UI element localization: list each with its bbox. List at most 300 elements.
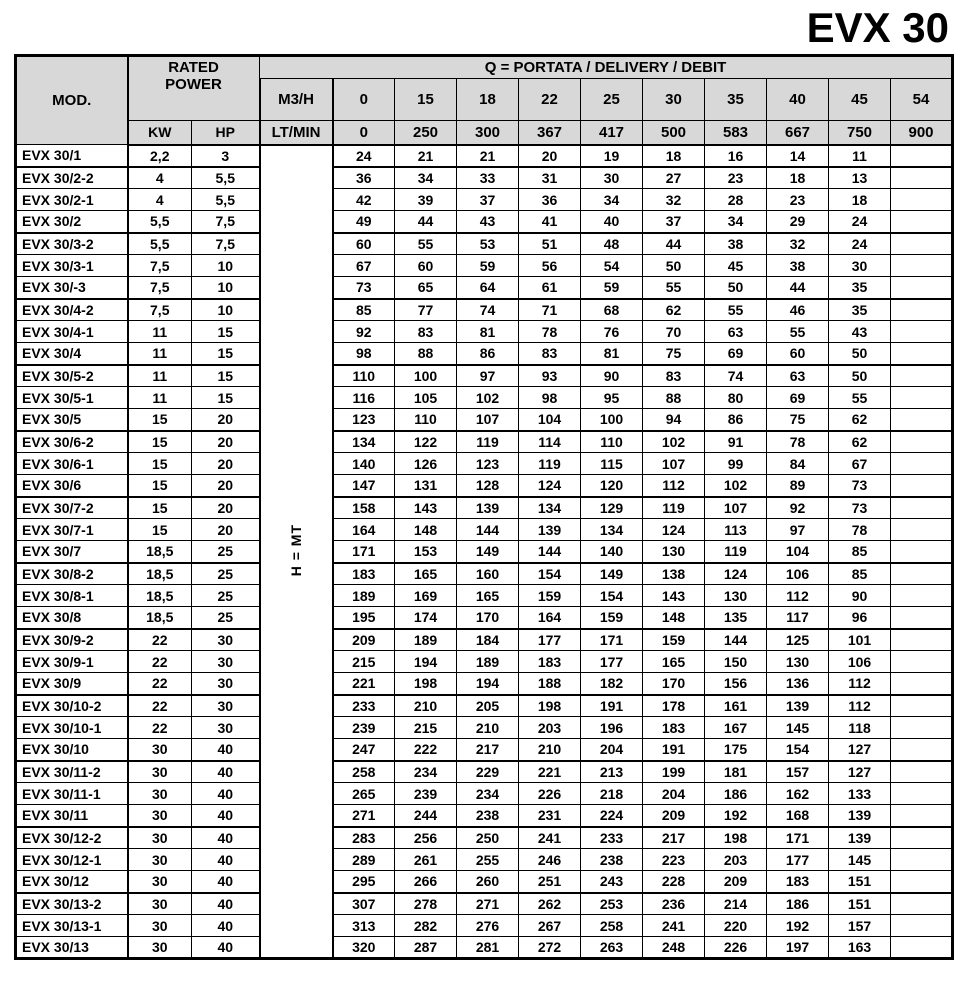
head-value-cell: 114 [519,431,581,453]
head-value-cell: 78 [829,519,891,541]
head-value-cell: 140 [333,453,395,475]
head-value-cell: 86 [457,343,519,365]
hp-value-cell: 10 [192,255,260,277]
kw-value-cell: 15 [128,497,192,519]
head-value-cell: 20 [519,145,581,167]
head-value-cell: 158 [333,497,395,519]
head-value-cell: 162 [767,783,829,805]
head-value-cell: 45 [705,255,767,277]
head-value-cell: 35 [829,299,891,321]
head-value-cell: 148 [643,607,705,629]
head-value-cell: 239 [333,717,395,739]
head-value-cell: 256 [395,827,457,849]
head-value-cell: 21 [395,145,457,167]
head-value-cell: 124 [643,519,705,541]
head-value-cell: 78 [519,321,581,343]
kw-value-cell: 22 [128,717,192,739]
head-value-cell: 139 [519,519,581,541]
head-value-cell: 205 [457,695,519,717]
head-value-cell: 71 [519,299,581,321]
head-value-cell: 70 [643,321,705,343]
head-value-cell: 74 [705,365,767,387]
hp-value-cell: 20 [192,431,260,453]
hp-value-cell: 20 [192,453,260,475]
head-value-cell: 96 [829,607,891,629]
head-value-cell: 75 [767,409,829,431]
head-value-cell: 255 [457,849,519,871]
table-row [16,893,953,915]
head-value-cell: 154 [767,739,829,761]
head-value-cell: 67 [333,255,395,277]
hp-value-cell: 15 [192,343,260,365]
head-value-cell: 265 [333,783,395,805]
head-value-cell: 24 [829,211,891,233]
table-row [16,167,953,189]
model-cell: EVX 30/13-1 [16,915,128,937]
head-value-cell: 160 [457,563,519,585]
head-value-cell: 131 [395,475,457,497]
head-value-cell: 64 [457,277,519,299]
head-value-cell: 77 [395,299,457,321]
head-value-cell: 112 [829,695,891,717]
head-value-cell [891,431,953,453]
model-cell: EVX 30/4-1 [16,321,128,343]
head-value-cell: 183 [643,717,705,739]
kw-value-cell: 11 [128,387,192,409]
head-value-cell: 231 [519,805,581,827]
head-value-cell: 197 [767,937,829,959]
head-value-cell: 262 [519,893,581,915]
head-value-cell: 248 [643,937,705,959]
head-value-cell: 234 [395,761,457,783]
head-value-cell: 134 [581,519,643,541]
head-value-cell: 129 [581,497,643,519]
head-value-cell: 247 [333,739,395,761]
head-value-cell: 221 [333,673,395,695]
header-row-ltmin [16,121,953,145]
head-value-cell: 239 [395,783,457,805]
head-value-cell [891,937,953,959]
head-value-cell: 36 [519,189,581,211]
kw-value-cell: 4 [128,189,192,211]
table-row [16,519,953,541]
head-value-cell: 170 [457,607,519,629]
model-cell: EVX 30/9-1 [16,651,128,673]
head-value-cell: 241 [643,915,705,937]
model-cell: EVX 30/1 [16,145,128,167]
head-value-cell: 195 [333,607,395,629]
head-value-cell: 164 [333,519,395,541]
head-value-cell: 61 [519,277,581,299]
model-cell: EVX 30/7 [16,541,128,563]
table-row [16,761,953,783]
kw-value-cell: 5,5 [128,233,192,255]
head-value-cell: 282 [395,915,457,937]
head-value-cell: 32 [767,233,829,255]
head-value-cell: 192 [705,805,767,827]
head-value-cell: 32 [643,189,705,211]
head-value-cell: 35 [829,277,891,299]
head-value-cell: 124 [519,475,581,497]
head-value-cell: 99 [705,453,767,475]
head-value-cell [891,629,953,651]
head-value-cell: 171 [581,629,643,651]
table-row [16,233,953,255]
head-value-cell: 81 [457,321,519,343]
table-row [16,277,953,299]
hp-value-cell: 30 [192,717,260,739]
head-value-cell [891,893,953,915]
head-value-cell: 14 [767,145,829,167]
head-value-cell: 188 [519,673,581,695]
head-value-cell: 29 [767,211,829,233]
head-value-cell: 116 [333,387,395,409]
head-value-cell: 127 [829,761,891,783]
head-value-cell: 34 [395,167,457,189]
head-value-cell: 218 [581,783,643,805]
head-value-cell: 110 [333,365,395,387]
table-row [16,475,953,497]
head-value-cell: 95 [581,387,643,409]
head-value-cell: 105 [395,387,457,409]
head-value-cell: 307 [333,893,395,915]
head-value-cell [891,321,953,343]
head-value-cell: 171 [767,827,829,849]
head-value-cell: 221 [519,761,581,783]
head-value-cell: 271 [333,805,395,827]
hp-value-cell: 40 [192,761,260,783]
head-value-cell: 118 [829,717,891,739]
head-value-cell: 236 [643,893,705,915]
head-value-cell [891,717,953,739]
kw-value-cell: 30 [128,893,192,915]
head-value-cell: 139 [829,805,891,827]
kw-value-cell: 30 [128,849,192,871]
kw-value-cell: 7,5 [128,299,192,321]
model-cell: EVX 30/8-1 [16,585,128,607]
head-value-cell: 92 [767,497,829,519]
head-value-cell: 55 [829,387,891,409]
flow-m3h-cell: 18 [457,79,519,121]
hp-value-cell: 20 [192,519,260,541]
head-value-cell: 130 [643,541,705,563]
table-row [16,607,953,629]
table-row [16,299,953,321]
table-row [16,849,953,871]
head-value-cell [891,343,953,365]
hp-value-cell: 40 [192,937,260,959]
head-value-cell: 124 [705,563,767,585]
head-value-cell: 139 [457,497,519,519]
model-cell: EVX 30/9-2 [16,629,128,651]
head-value-cell: 84 [767,453,829,475]
head-value-cell: 159 [581,607,643,629]
head-value-cell: 119 [643,497,705,519]
table-row [16,871,953,893]
hp-value-cell: 25 [192,585,260,607]
head-value-cell: 167 [705,717,767,739]
head-value-cell: 151 [829,893,891,915]
hp-value-cell: 15 [192,387,260,409]
head-value-cell: 81 [581,343,643,365]
head-value-cell: 183 [519,651,581,673]
flow-ltmin-cell: 0 [333,121,395,145]
head-value-cell: 226 [705,937,767,959]
flow-m3h-cell: 25 [581,79,643,121]
head-value-cell: 163 [829,937,891,959]
head-value-cell: 171 [333,541,395,563]
head-value-cell: 271 [457,893,519,915]
head-value-cell: 62 [829,431,891,453]
head-value-cell: 149 [457,541,519,563]
head-value-cell: 85 [333,299,395,321]
head-value-cell: 38 [767,255,829,277]
head-value-cell: 83 [395,321,457,343]
head-value-cell: 115 [581,453,643,475]
head-value-cell: 253 [581,893,643,915]
head-value-cell: 37 [643,211,705,233]
head-value-cell [891,453,953,475]
model-cell: EVX 30/8 [16,607,128,629]
col-header-hp: HP [192,121,260,145]
head-value-cell: 266 [395,871,457,893]
kw-value-cell: 18,5 [128,563,192,585]
head-value-cell [891,607,953,629]
model-cell: EVX 30/5-1 [16,387,128,409]
head-value-cell: 98 [333,343,395,365]
table-row [16,563,953,585]
kw-value-cell: 30 [128,805,192,827]
head-value-cell: 198 [705,827,767,849]
table-row [16,805,953,827]
model-cell: EVX 30/7-2 [16,497,128,519]
head-value-cell: 120 [581,475,643,497]
head-value-cell: 209 [705,871,767,893]
head-value-cell: 13 [829,167,891,189]
head-value-cell: 55 [767,321,829,343]
head-value-cell: 191 [643,739,705,761]
head-value-cell: 181 [705,761,767,783]
head-value-cell: 138 [643,563,705,585]
head-value-cell: 97 [767,519,829,541]
kw-value-cell: 30 [128,915,192,937]
model-cell: EVX 30/5-2 [16,365,128,387]
head-value-cell: 243 [581,871,643,893]
flow-m3h-cell: 35 [705,79,767,121]
kw-value-cell: 2,2 [128,145,192,167]
head-value-cell: 287 [395,937,457,959]
head-value-cell: 23 [767,189,829,211]
head-value-cell: 313 [333,915,395,937]
head-value-cell: 125 [767,629,829,651]
head-value-cell: 133 [829,783,891,805]
head-value-cell: 165 [643,651,705,673]
hp-value-cell: 15 [192,365,260,387]
table-row [16,431,953,453]
head-value-cell: 43 [457,211,519,233]
model-cell: EVX 30/10-1 [16,717,128,739]
head-value-cell: 33 [457,167,519,189]
head-value-cell: 151 [829,871,891,893]
head-value-cell: 144 [705,629,767,651]
page-title: EVX 30 [806,4,949,51]
hp-value-cell: 20 [192,409,260,431]
head-value-cell: 234 [457,783,519,805]
head-value-cell: 119 [519,453,581,475]
head-value-cell: 48 [581,233,643,255]
head-value-cell: 67 [829,453,891,475]
head-value-cell: 92 [333,321,395,343]
head-value-cell: 49 [333,211,395,233]
model-cell: EVX 30/6-1 [16,453,128,475]
head-value-cell: 229 [457,761,519,783]
head-value-cell: 50 [829,365,891,387]
head-value-cell: 86 [705,409,767,431]
model-cell: EVX 30/10-2 [16,695,128,717]
hp-value-cell: 5,5 [192,189,260,211]
row-header-ltmin: LT/MIN [260,121,333,145]
head-value-cell: 238 [457,805,519,827]
table-row [16,673,953,695]
head-value-cell: 159 [519,585,581,607]
head-value-cell: 183 [767,871,829,893]
head-value-cell: 59 [581,277,643,299]
head-value-cell: 165 [395,563,457,585]
head-value-cell: 55 [395,233,457,255]
head-value-cell: 186 [705,783,767,805]
model-cell: EVX 30/6-2 [16,431,128,453]
kw-value-cell: 7,5 [128,277,192,299]
head-value-cell: 215 [333,651,395,673]
head-value-cell: 44 [767,277,829,299]
head-value-cell: 60 [333,233,395,255]
head-value-cell: 203 [705,849,767,871]
head-value-cell: 106 [829,651,891,673]
model-cell: EVX 30/10 [16,739,128,761]
flow-ltmin-cell: 500 [643,121,705,145]
head-value-cell: 177 [519,629,581,651]
head-value-cell: 73 [829,497,891,519]
head-value-cell: 144 [519,541,581,563]
head-value-cell [891,167,953,189]
table-row [16,255,953,277]
model-cell: EVX 30/12-1 [16,849,128,871]
head-value-cell: 119 [457,431,519,453]
model-cell: EVX 30/8-2 [16,563,128,585]
flow-m3h-cell: 30 [643,79,705,121]
head-value-cell: 100 [395,365,457,387]
head-value-cell: 198 [395,673,457,695]
table-body [16,145,953,959]
head-value-cell: 258 [333,761,395,783]
head-value-cell: 215 [395,717,457,739]
kw-value-cell: 22 [128,695,192,717]
head-value-cell: 24 [333,145,395,167]
head-value-cell: 88 [395,343,457,365]
model-cell: EVX 30/3-1 [16,255,128,277]
head-value-cell: 182 [581,673,643,695]
model-cell: EVX 30/4 [16,343,128,365]
head-value-cell: 222 [395,739,457,761]
head-value-cell: 53 [457,233,519,255]
head-value-cell: 192 [767,915,829,937]
head-value-cell: 59 [457,255,519,277]
head-value-cell: 119 [705,541,767,563]
head-value-cell: 112 [767,585,829,607]
hp-value-cell: 30 [192,629,260,651]
head-value-cell [891,475,953,497]
head-value-cell: 177 [767,849,829,871]
head-value-cell [891,915,953,937]
head-value-cell: 184 [457,629,519,651]
head-value-cell: 107 [457,409,519,431]
kw-value-cell: 4 [128,167,192,189]
head-value-cell: 43 [829,321,891,343]
head-value-cell: 278 [395,893,457,915]
head-value-cell: 110 [581,431,643,453]
head-value-cell: 238 [581,849,643,871]
head-value-cell: 250 [457,827,519,849]
head-value-cell: 165 [457,585,519,607]
head-value-cell [891,541,953,563]
head-value-cell: 260 [457,871,519,893]
head-value-cell: 295 [333,871,395,893]
head-value-cell: 126 [395,453,457,475]
flow-m3h-cell: 15 [395,79,457,121]
head-value-cell: 267 [519,915,581,937]
head-value-cell: 90 [829,585,891,607]
head-value-cell: 139 [767,695,829,717]
head-value-cell: 214 [705,893,767,915]
model-cell: EVX 30/2 [16,211,128,233]
head-value-cell: 178 [643,695,705,717]
head-value-cell [891,673,953,695]
head-value-cell: 73 [829,475,891,497]
head-value-cell: 42 [333,189,395,211]
head-value-cell: 140 [581,541,643,563]
head-value-cell: 134 [519,497,581,519]
head-value-cell [891,695,953,717]
head-value-cell: 27 [643,167,705,189]
table-header [16,56,953,145]
head-value-cell: 130 [705,585,767,607]
head-value-cell: 85 [829,541,891,563]
head-value-cell: 164 [519,607,581,629]
head-value-cell: 244 [395,805,457,827]
head-value-cell [891,761,953,783]
table-row [16,585,953,607]
model-cell: EVX 30/7-1 [16,519,128,541]
flow-ltmin-cell: 750 [829,121,891,145]
hp-value-cell: 5,5 [192,167,260,189]
head-value-cell: 56 [519,255,581,277]
head-value-cell: 143 [643,585,705,607]
head-value-cell: 157 [829,915,891,937]
model-cell: EVX 30/12 [16,871,128,893]
head-value-cell: 289 [333,849,395,871]
table-row [16,827,953,849]
head-value-cell: 147 [333,475,395,497]
model-cell: EVX 30/2-1 [16,189,128,211]
head-value-cell: 209 [643,805,705,827]
flow-m3h-cell: 0 [333,79,395,121]
head-value-cell: 75 [643,343,705,365]
head-value-cell: 31 [519,167,581,189]
flow-m3h-cell: 45 [829,79,891,121]
kw-value-cell: 30 [128,827,192,849]
head-value-cell: 73 [333,277,395,299]
kw-value-cell: 11 [128,321,192,343]
